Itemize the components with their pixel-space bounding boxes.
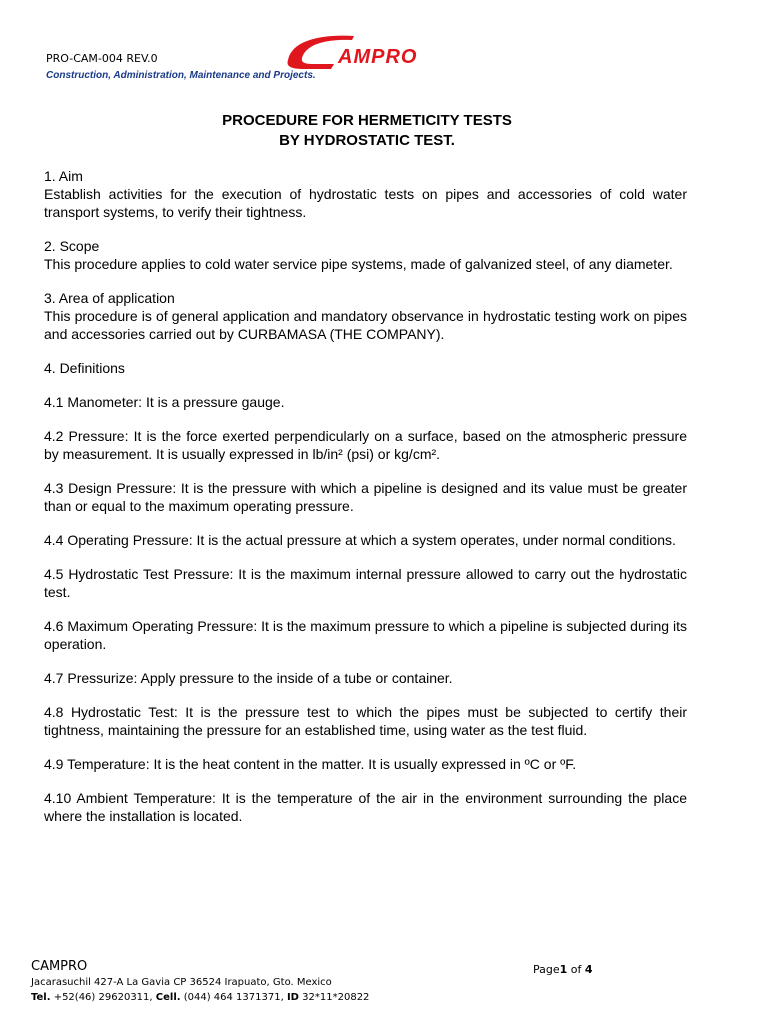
- definition-item: 4.4 Operating Pressure: It is the actual pressure at which a system operates, under normal conditions.: [44, 532, 676, 548]
- definition-item: 4.1 Manometer: It is a pressure gauge.: [44, 394, 285, 410]
- logo-text: AMPRO: [338, 46, 418, 68]
- definition-item: 4.7 Pressurize: Apply pressure to the inside of a tube or container.: [44, 670, 453, 686]
- footer-contact: [31, 992, 369, 1003]
- tel-value: +52(46) 29620311,: [50, 992, 156, 1003]
- id-label: ID: [286, 992, 299, 1003]
- id-value: 32*11*20822: [298, 992, 370, 1003]
- cell-value: (044) 464 1371371,: [180, 992, 287, 1003]
- definition-item: 4.10 Ambient Temperature: It is the temperature of the air in the environment surrounding the place where the installation is located.: [44, 790, 687, 824]
- section-scope: [44, 237, 687, 273]
- section-text: Establish activities for the execution of hydrostatic tests on pipes and accessories of cold water transport systems, to verify their tightness.: [44, 186, 687, 220]
- definition-item: 4.5 Hydrostatic Test Pressure: It is the maximum internal pressure allowed to carry out the hydrostatic test.: [44, 566, 687, 600]
- definition-item: 4.9 Temperature: It is the heat content in the matter. It is usually expressed in ºC or ºF.: [44, 756, 577, 772]
- page-number: [533, 963, 593, 976]
- page-total: 4: [584, 963, 593, 976]
- definition-item: 4.3 Design Pressure: It is the pressure with which a pipeline is designed and its value must be greater than or equal to the maximum operating pressure.: [44, 480, 687, 514]
- page-current: 1: [559, 963, 568, 976]
- campro-logo: [282, 30, 452, 72]
- cell-label: Cell.: [155, 992, 181, 1003]
- document-title-line-1: PROCEDURE FOR HERMETICITY TESTS: [222, 112, 512, 129]
- definition-item: 4.8 Hydrostatic Test: It is the pressure test to which the pipes must be subjected to certify their tightness, maintaining the pressure for an established time, using water as the test fluid.: [44, 704, 687, 738]
- document-code: [46, 52, 158, 65]
- tel-label: Tel.: [31, 992, 51, 1003]
- footer-address: Jacarasuchil 427-A La Gavia CP 36524 Irapuato, Gto. Mexico: [31, 977, 332, 988]
- section-heading: 1. Aim: [44, 168, 83, 184]
- section-text: This procedure applies to cold water service pipe systems, made of galvanized steel, of any diameter.: [44, 256, 673, 272]
- document-code-text: PRO-CAM-004 REV.0: [46, 52, 158, 65]
- section-area: [44, 289, 687, 343]
- definition-item: 4.6 Maximum Operating Pressure: It is the maximum pressure to which a pipeline is subjected during its operation.: [44, 618, 687, 652]
- company-tagline: Construction, Administration, Maintenance and Projects.: [46, 70, 316, 81]
- section-aim: [44, 167, 687, 221]
- footer-company: CAMPRO: [31, 959, 88, 974]
- page-of: of: [567, 963, 585, 976]
- section-heading: 3. Area of application: [44, 290, 175, 306]
- page-prefix: Page: [533, 963, 560, 976]
- section-heading: 2. Scope: [44, 238, 100, 254]
- document-body: [44, 167, 687, 825]
- document-title-line-2: BY HYDROSTATIC TEST.: [279, 132, 455, 149]
- definition-item: 4.2 Pressure: It is the force exerted perpendicularly on a surface, based on the atmospheric pressure by measurement. It is usually expressed in lb/in² (psi) or kg/cm².: [44, 428, 687, 462]
- definitions-heading: 4. Definitions: [44, 360, 125, 376]
- section-text: This procedure is of general application and mandatory observance in hydrostatic testing work on pipes and accessories carried out by CURBAMASA (THE COMPANY).: [44, 308, 687, 342]
